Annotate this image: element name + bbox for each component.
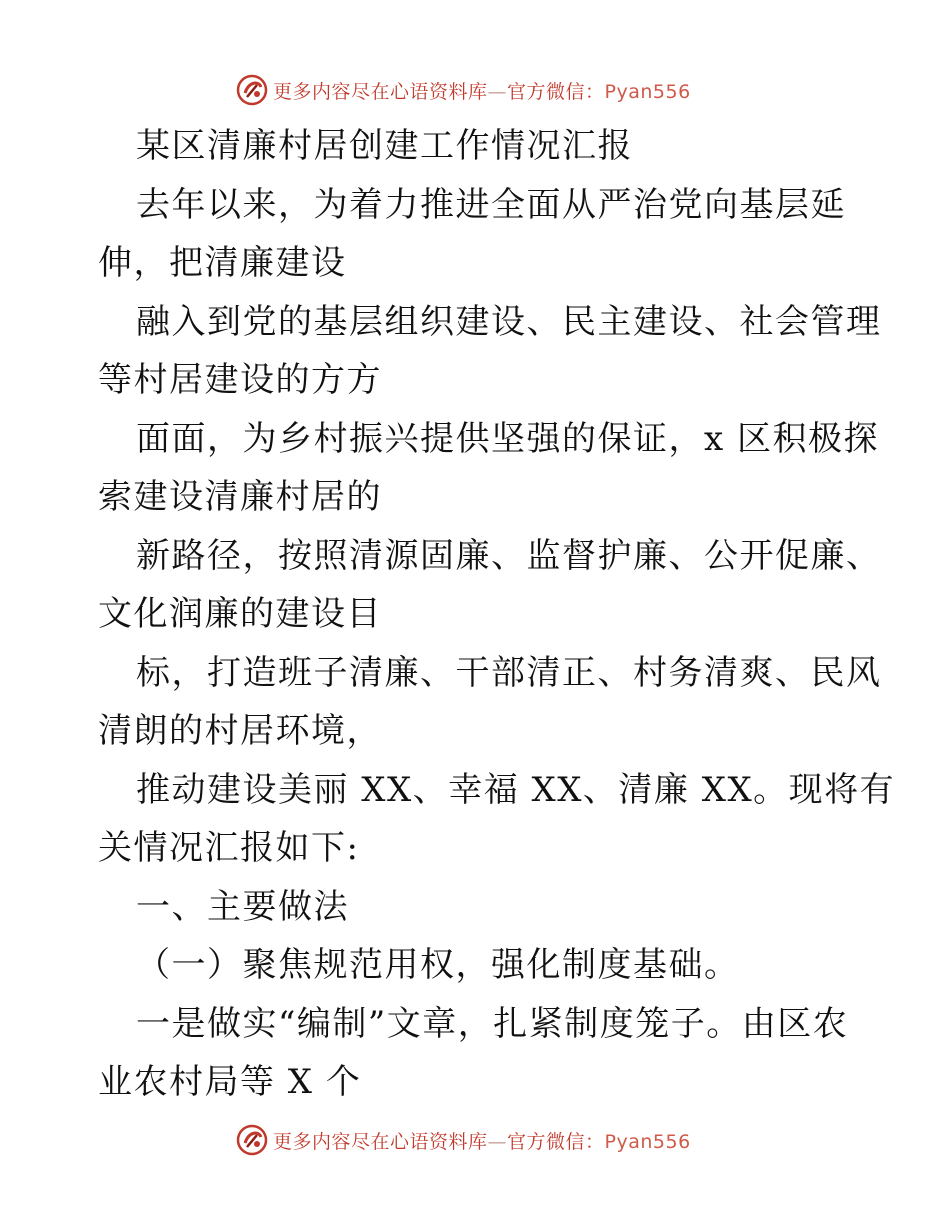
paragraph-line: 索建设清廉村居的	[98, 477, 382, 517]
paragraph-line: 业农村局等 X 个	[98, 1062, 362, 1102]
subsection-heading: （一）聚焦规范用权，强化制度基础。	[136, 945, 740, 985]
paragraph-line: 标，打造班子清廉、干部清正、村务清爽、民风	[136, 653, 882, 693]
document-title: 某区清廉村居创建工作情况汇报	[136, 126, 633, 166]
paragraph-line: 清朗的村居环境，	[98, 711, 382, 751]
header-watermark-banner	[235, 72, 691, 108]
paragraph-line: 一是做实“编制”文章，扎紧制度笼子。由区农	[136, 1004, 849, 1044]
paragraph-line: 关情况汇报如下:	[98, 828, 360, 868]
brand-logo-icon	[235, 1123, 269, 1157]
paragraph-line: 去年以来，为着力推进全面从严治党向基层延	[136, 185, 846, 225]
paragraph-line: 文化润廉的建设目	[98, 594, 382, 634]
paragraph-line: 新路径，按照清源固廉、监督护廉、公开促廉、	[136, 536, 882, 576]
paragraph-line: 等村居建设的方方	[98, 360, 382, 400]
section-heading: 一、主要做法	[136, 887, 349, 927]
brand-logo-icon	[235, 73, 269, 107]
footer-banner-text: 更多内容尽在心语资料库—官方微信：Pyan556	[273, 1130, 691, 1153]
footer-watermark-banner	[235, 1122, 691, 1158]
paragraph-line: 面面，为乡村振兴提供坚强的保证，x 区积极探	[136, 419, 879, 459]
paragraph-line: 推动建设美丽 XX、幸福 XX、清廉 XX。现将有	[136, 770, 896, 810]
header-banner-text: 更多内容尽在心语资料库—官方微信：Pyan556	[273, 80, 691, 103]
paragraph-line: 融入到党的基层组织建设、民主建设、社会管理	[136, 302, 882, 342]
paragraph-line: 伸，把清廉建设	[98, 243, 347, 283]
